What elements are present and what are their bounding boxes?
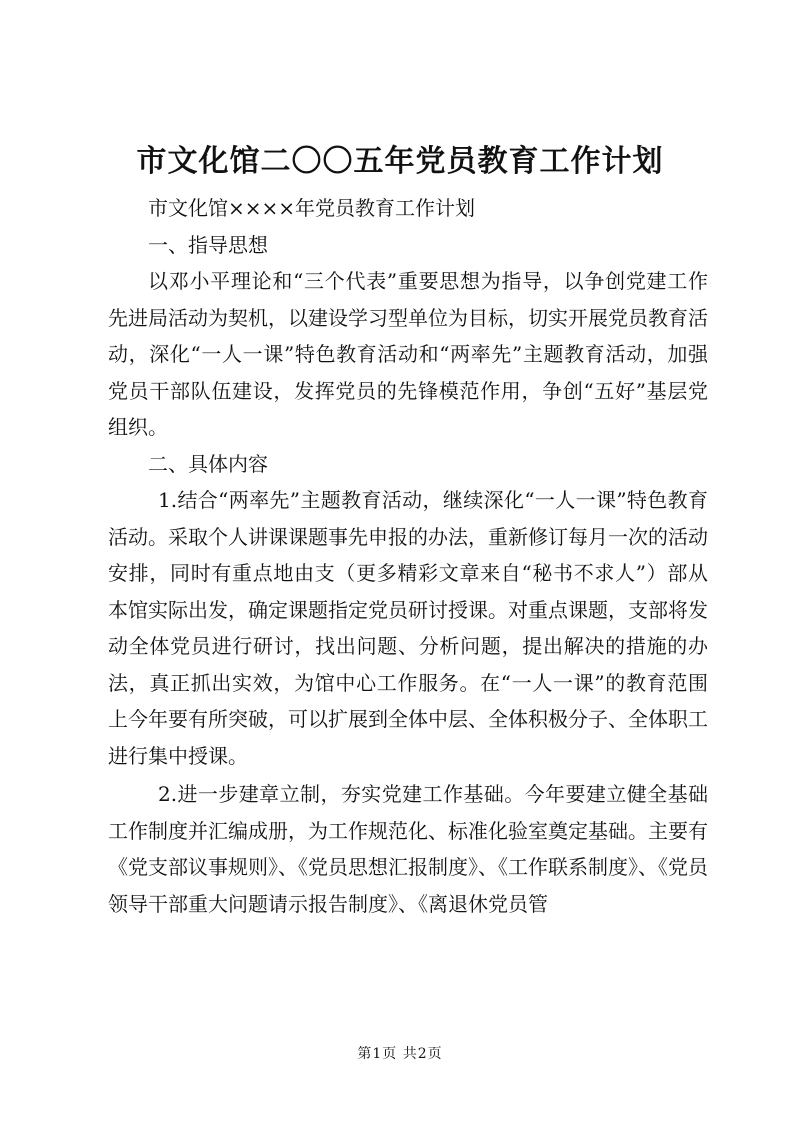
section-heading-specific-content: 二、具体内容 xyxy=(148,451,268,476)
list-item-2: 2.进一步建章立制，夯实党建工作基础。今年要建立健全基础工作制度并汇编成册，为工作规范化、标准化验室奠定基础。主要有《党支部议事规则》、《党员思想汇报制度》、《工作联系制度》、《党员领导干部重大问题请示报告制度》、《离退休党员管 xyxy=(108,782,708,916)
document-title: 市文化馆二〇〇五年党员教育工作计划 xyxy=(136,144,664,179)
document-subtitle: 市文化馆××××年党员教育工作计划 xyxy=(148,196,476,220)
document-body xyxy=(108,190,708,922)
list-item-1: 1.结合“两率先”主题教育活动，继续深化“一人一课”特色教育活动。采取个人讲课课题事先申报的办法，重新修订每月一次的活动安排，同时有重点地由支（更多精彩文章来自“秘书不求人”）部从本馆实际出发，确定课题指定党员研讨授课。对重点课题，支部将发动全体党员进行研讨，找出问题、分析问题，提出解决的措施的办法，真正抓出实效，为馆中心工作服务。在“一人一课”的教育范围上今年要有所突破，可以扩展到全体中层、全体积极分子、全体职工进行集中授课。 xyxy=(108,488,708,768)
section-heading-guiding-ideology: 一、指导思想 xyxy=(148,232,268,257)
page-footer: 第1页 共2页 xyxy=(357,1046,443,1062)
paragraph-guiding-ideology: 以邓小平理论和“三个代表”重要思想为指导，以争创党建工作先进局活动为契机，以建设学习型单位为目标，切实开展党员教育活动，深化“一人一课”特色教育活动和“两率先”主题教育活动，加强党员干部队伍建设，发挥党员的先锋模范作用，争创“五好”基层党组织。 xyxy=(108,269,708,439)
